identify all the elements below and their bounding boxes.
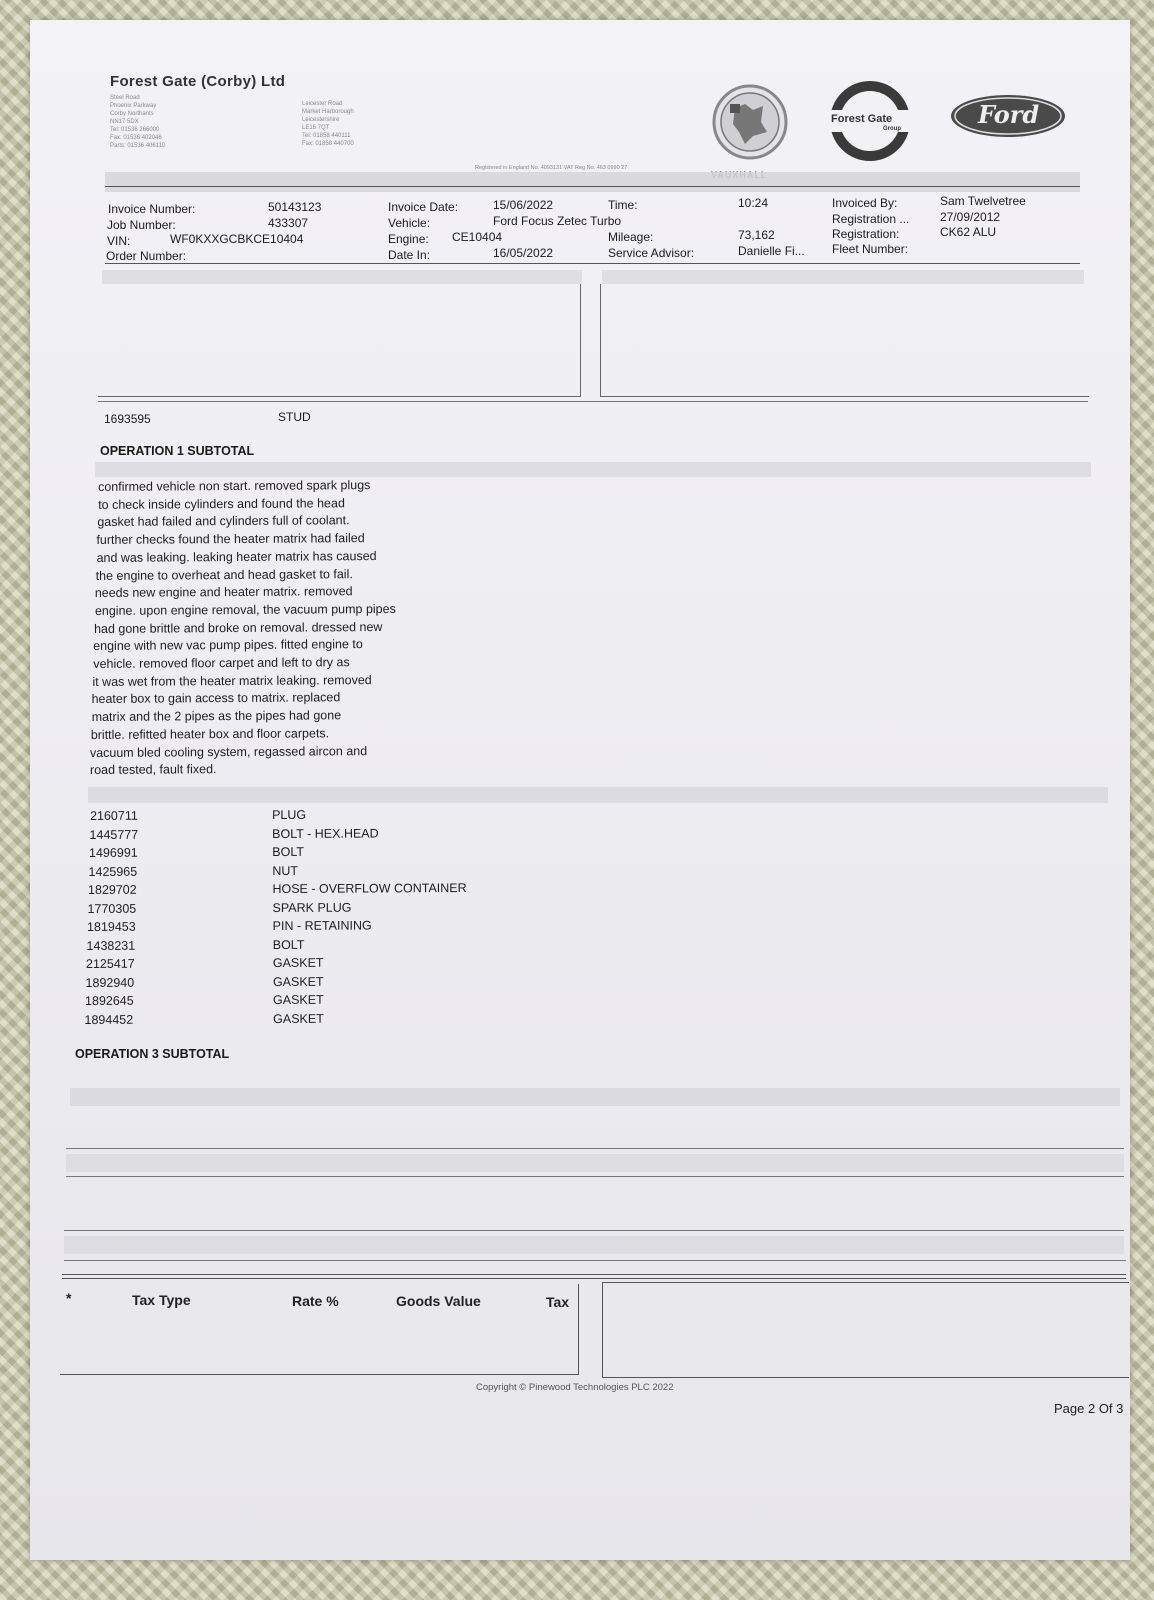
vehicle-label: Vehicle: (388, 216, 431, 230)
invoice-number: 50143123 (268, 200, 322, 214)
tax-summary-box (60, 1284, 579, 1375)
parts-header-band (88, 787, 1108, 803)
tax-goods-value-header: Goods Value (396, 1293, 481, 1309)
tax-amount-header: Tax (546, 1294, 570, 1310)
part-number: 2160711 (90, 808, 138, 824)
table-row (83, 971, 467, 992)
header-top-rule (105, 186, 1080, 187)
table-row (83, 916, 467, 937)
op1-part-description: STUD (278, 410, 311, 424)
service-advisor: Danielle Fi... (738, 244, 805, 258)
table-row (82, 842, 466, 863)
op1-subtotal: OPERATION 1 SUBTOTAL (100, 444, 255, 458)
invoice-total-band (66, 1154, 1124, 1172)
table-row (82, 805, 466, 826)
parts-table (82, 805, 467, 1029)
part-description: GASKET (272, 955, 324, 971)
divider-4 (64, 1260, 1126, 1261)
part-number: 2125417 (85, 956, 135, 972)
engine: CE10404 (452, 230, 503, 244)
invoice-page (30, 20, 1130, 1560)
part-description: GASKET (272, 974, 324, 989)
divider-2 (66, 1176, 1124, 1177)
registration-note: Registered in England No. 4093131 VAT Reg No. 463 0990 27 (475, 165, 628, 171)
mileage-label: Mileage: (608, 230, 654, 244)
vauxhall-griffin-icon (705, 78, 795, 168)
part-description: PIN - RETAINING (272, 918, 372, 934)
divider-1 (66, 1148, 1124, 1149)
payment-method-band (64, 1236, 1124, 1254)
part-description: SPARK PLUG (272, 900, 352, 915)
part-number: 1894452 (84, 1012, 134, 1027)
time: 10:24 (738, 196, 769, 210)
divider-5 (62, 1274, 1126, 1275)
vin: WF0KXXGCBKCE10404 (170, 232, 304, 246)
divider-3 (64, 1230, 1124, 1231)
part-number: 1829702 (87, 882, 137, 898)
table-row (82, 897, 466, 918)
tax-star: * (66, 1290, 72, 1306)
op-notes-band (95, 462, 1091, 477)
job-number: 433307 (268, 216, 309, 230)
part-number: 1892940 (85, 975, 135, 990)
forest-gate-group-label: Group (883, 126, 901, 132)
date-in: 16/05/2022 (493, 246, 554, 260)
invoiced-by: Sam Twelvetree (940, 194, 1026, 208)
part-number: 1892645 (84, 993, 134, 1009)
fleet-number-label: Fleet Number: (832, 242, 909, 256)
registration-date-label: Registration ... (832, 212, 910, 226)
table-row (83, 1008, 467, 1029)
date-in-label: Date In: (388, 248, 431, 262)
part-number: 1438231 (86, 938, 136, 953)
part-description: PLUG (272, 808, 307, 823)
tax-type-header: Tax Type (132, 1292, 191, 1308)
part-description: BOLT (272, 937, 305, 952)
time-label: Time: (608, 198, 638, 212)
invoice-address-box (98, 284, 581, 397)
table-row (83, 934, 467, 955)
tax-rate-header: Rate % (292, 1293, 339, 1309)
company-address-right: Leicester Road Market Harborough Leicestershire LE16 7QT Tel: 01858 440111 Fax: 01858 440700 (302, 101, 354, 147)
company-address-left: Steel Road Phoenix Parkway Corby Northants NN17 5DX Tel: 01536 266000 Fax: 01536 402046 Parts: 01536 406110 (110, 95, 166, 149)
page-number: Page 2 Of 3 (1054, 1401, 1124, 1416)
part-number: 1425965 (88, 864, 138, 879)
invoice-to-band (102, 270, 582, 284)
order-number-label: Order Number: (106, 249, 187, 263)
invoice-date: 15/06/2022 (493, 198, 554, 212)
header-band (105, 172, 1080, 192)
copyright: Copyright © Pinewood Technologies PLC 2022 (476, 1382, 674, 1393)
header-bottom-rule (105, 263, 1080, 264)
deliver-to-band (602, 270, 1084, 284)
service-advisor-label: Service Advisor: (608, 246, 695, 260)
engine-label: Engine: (388, 232, 429, 246)
part-description: GASKET (273, 1011, 324, 1026)
part-number: 1496991 (89, 845, 138, 861)
registration-label: Registration: (832, 227, 900, 241)
ford-logo (948, 92, 1068, 140)
part-number: 1445777 (89, 827, 139, 842)
vehicle: Ford Focus Zetec Turbo (493, 214, 622, 228)
divider-6 (62, 1278, 1126, 1279)
parts-table-body (82, 805, 467, 1029)
registration-date: 27/09/2012 (940, 210, 1001, 224)
registration: CK62 ALU (940, 225, 997, 239)
forest-gate-label: Forest Gate (831, 113, 893, 125)
table-row (83, 990, 467, 1011)
company-name: Forest Gate (Corby) Ltd (110, 73, 286, 90)
part-description: NUT (272, 863, 299, 878)
invoice-date-label: Invoice Date: (388, 200, 459, 214)
vin-label: VIN: (107, 234, 131, 248)
part-number: 1819453 (86, 919, 136, 935)
invoiced-by-label: Invoiced By: (832, 196, 898, 210)
customer-note-band (70, 1088, 1120, 1106)
part-description: BOLT - HEX.HEAD (272, 826, 379, 841)
invoice-number-label: Invoice Number: (108, 202, 196, 216)
part-description: HOSE - OVERFLOW CONTAINER (272, 881, 467, 897)
op1-part-number: 1693595 (104, 412, 151, 426)
table-row (82, 823, 466, 844)
ford-label: Ford (978, 100, 1040, 129)
op3-subtotal: OPERATION 3 SUBTOTAL (75, 1047, 230, 1061)
table-row (82, 879, 466, 900)
work-notes: confirmed vehicle non start. removed spark plugs to check inside cylinders and found the head gasket had failed and cylinders full of coolant. further checks found the heater matrix had failed and was leaking. leaking heater matrix has caused the engine to overheat and head gasket to fail. needs new engine and heater matrix. removed engine. upon engine removal, the vacuum pump pipes had gone brittle and broke on removal. dressed new engine with new vac pump pipes. fitted engine to vehicle. removed floor carpet and left to dry as it was wet from the heater matrix leaking. removed heater box to gain access to matrix. replaced matrix and the 2 pipes as the pipes had gone brittle. refitted heater box and floor carpets. vacuum bled cooling system, regassed aircon and road tested, fault fixed. (89, 478, 396, 778)
delivery-address-box (600, 284, 1089, 397)
address-bottom-rule (98, 401, 1088, 402)
mileage: 73,162 (738, 228, 775, 242)
table-row (83, 953, 467, 974)
job-number-label: Job Number: (107, 218, 176, 232)
part-description: BOLT (272, 845, 305, 860)
part-number: 1770305 (87, 901, 137, 916)
part-description: GASKET (272, 992, 324, 1008)
table-row (82, 860, 466, 881)
forest-gate-logo (825, 76, 915, 166)
totals-box (602, 1282, 1129, 1378)
